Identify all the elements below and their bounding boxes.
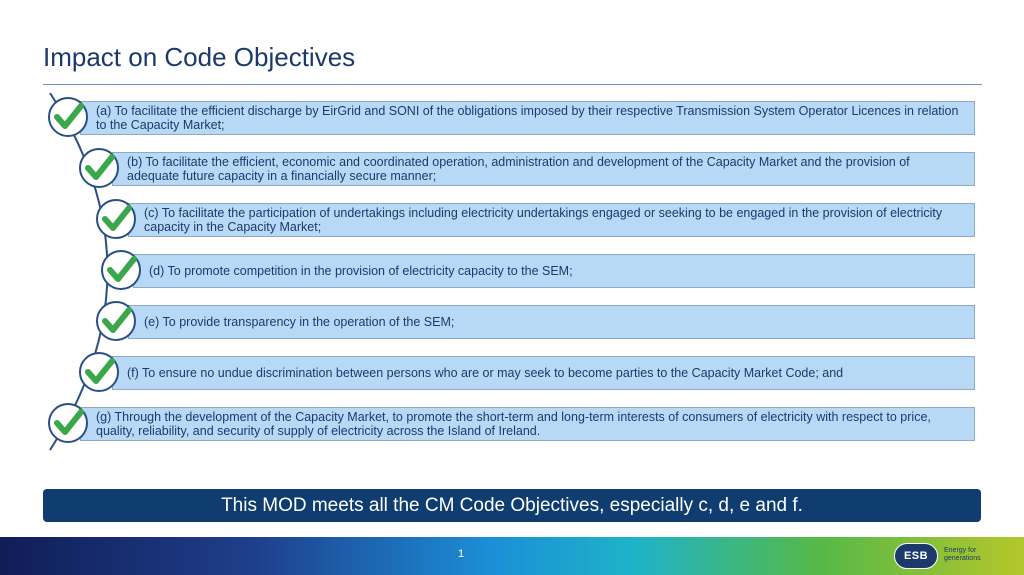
objective-box-c [128,203,975,237]
objective-text-d: (d) To promote competition in the provision of electricity capacity to the SEM; [149,264,573,278]
check-mark-icon [96,199,136,239]
logo-tagline: Energy for generations [944,547,981,562]
objective-box-g [80,407,975,441]
check-mark-icon [79,148,119,188]
check-mark-icon [48,97,88,137]
check-mark-icon [79,352,119,392]
slide-title: Impact on Code Objectives [43,42,356,72]
objective-box-b [112,152,975,186]
objective-text-c: (c) To facilitate the participation of undertakings including electricity undertakings engaged or seeking to be engaged in the provision of electricity capacity in the Capacity Market; [144,206,943,234]
summary-banner: This MOD meets all the CM Code Objectives, especially c, d, e and f. [43,489,981,522]
objective-box-a [80,101,975,135]
page-number: 1 [458,548,465,560]
check-mark-icon [101,250,141,290]
objective-text-g: (g) Through the development of the Capacity Market, to promote the short-term and long-term interests of consumers of electricity with respect to price, quality, reliability, and security of supply of electricity across the Island of Ireland. [96,410,931,438]
check-mark-icon [96,301,136,341]
esb-logo: ESB [894,543,938,569]
objective-box-e [128,305,975,339]
objective-text-b: (b) To facilitate the efficient, economic and coordinated operation, administration and development of the Capacity Market and the provision of adequate future capacity in a financially secure manner; [127,155,910,183]
objective-text-a: (a) To facilitate the efficient discharge by EirGrid and SONI of the obligations imposed by their respective Transmission System Operator Licences in relation to the Capacity Market; [96,104,959,132]
objective-text-f: (f) To ensure no undue discrimination between persons who are or may seek to become parties to the Capacity Market Code; and [127,366,844,380]
objective-box-d [133,254,975,288]
footer-gradient-bar [0,537,1024,575]
objective-text-e: (e) To provide transparency in the operation of the SEM; [144,315,455,329]
check-mark-icon [48,403,88,443]
objective-box-f [112,356,975,390]
